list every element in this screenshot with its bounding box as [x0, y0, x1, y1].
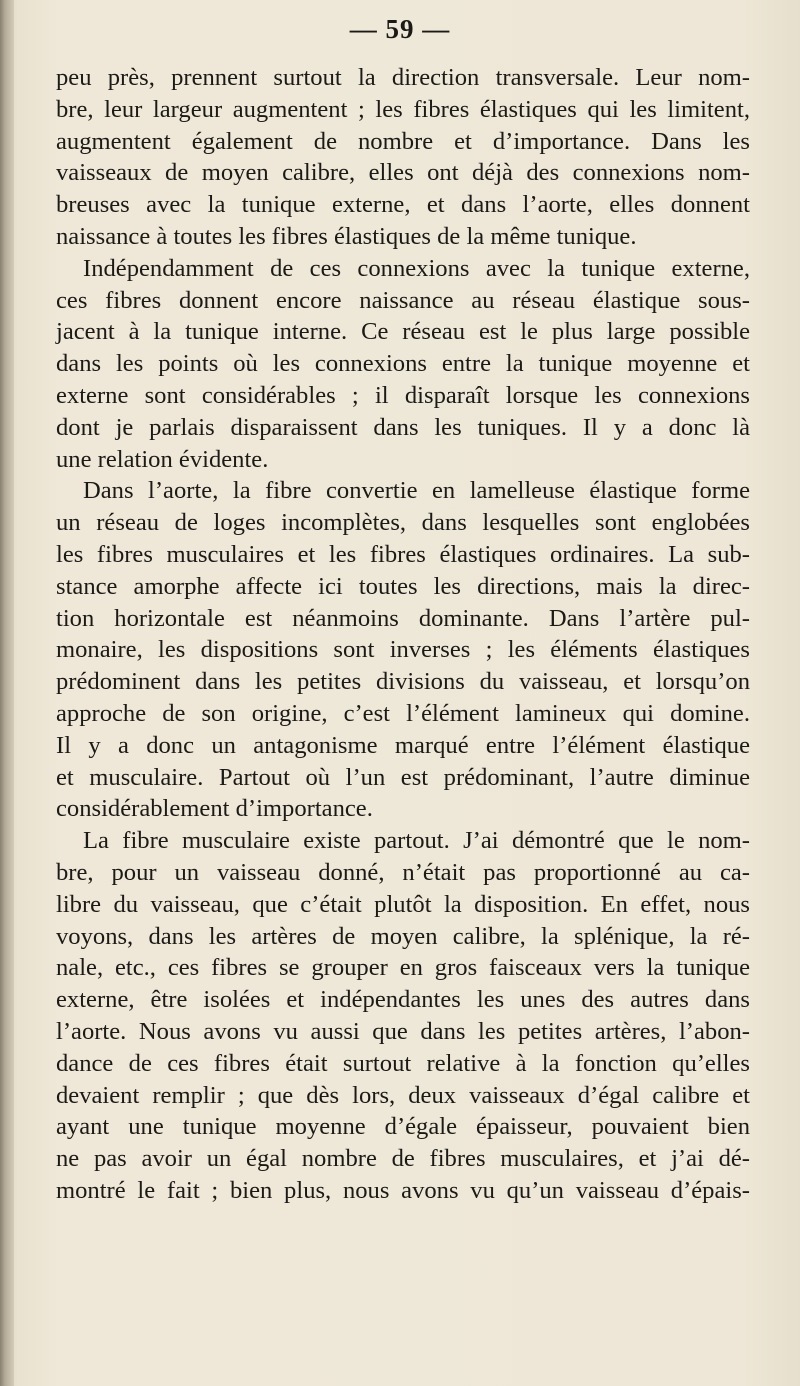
text-line: dans les points où les connexions entre la tunique moyenne et: [56, 350, 750, 378]
text-line: considérablement d’importance.: [56, 795, 373, 823]
text-line: bre, pour un vaisseau donné, n’était pas proportionné au ca-: [56, 858, 750, 886]
text-line: ne pas avoir un égal nombre de fibres musculaires, et j’ai dé-: [56, 1145, 750, 1173]
paragraph-first-line: Indépendamment de ces connexions avec la tunique externe,: [83, 254, 750, 282]
text-line: vaisseaux de moyen calibre, elles ont déjà des connexions nom-: [56, 159, 750, 187]
body-text: [56, 62, 750, 1207]
paragraph-first-line: Dans l’aorte, la fibre convertie en lamelleuse élastique forme: [83, 477, 750, 505]
text-line: Il y a donc un antagonisme marqué entre l’élément élastique: [56, 731, 750, 759]
text-line: naissance à toutes les fibres élastiques de la même tunique.: [56, 222, 637, 250]
text-line: jacent à la tunique interne. Ce réseau est le plus large possible: [56, 318, 750, 346]
text-line: les fibres musculaires et les fibres élastiques ordinaires. La sub-: [56, 540, 750, 568]
text-line: externe, être isolées et indépendantes les unes des autres dans: [56, 986, 750, 1014]
text-line: prédominent dans les petites divisions du vaisseau, et lorsqu’on: [56, 668, 750, 696]
text-line: bre, leur largeur augmentent ; les fibres élastiques qui les limitent,: [56, 95, 750, 123]
text-line: augmentent également de nombre et d’importance. Dans les: [56, 127, 750, 155]
text-line: monaire, les dispositions sont inverses ; les éléments élastiques: [56, 636, 750, 664]
text-line: l’aorte. Nous avons vu aussi que dans les petites artères, l’abon-: [56, 1017, 750, 1045]
text-line: dance de ces fibres était surtout relative à la fonction qu’elles: [56, 1049, 750, 1077]
text-line: un réseau de loges incomplètes, dans lesquelles sont englobées: [56, 509, 750, 537]
text-line: approche de son origine, c’est l’élément lamineux qui domine.: [56, 699, 750, 727]
text-line: devaient remplir ; que dès lors, deux vaisseaux d’égal calibre et: [56, 1081, 750, 1109]
text-line: breuses avec la tunique externe, et dans l’aorte, elles donnent: [56, 191, 750, 219]
text-line: stance amorphe affecte ici toutes les directions, mais la direc-: [56, 572, 750, 600]
text-line: montré le fait ; bien plus, nous avons vu qu’un vaisseau d’épais-: [56, 1176, 750, 1204]
text-line: ayant une tunique moyenne d’égale épaisseur, pouvaient bien: [56, 1113, 750, 1141]
text-line: tion horizontale est néanmoins dominante. Dans l’artère pul-: [56, 604, 750, 632]
text-line: nale, etc., ces fibres se grouper en gros faisceaux vers la tunique: [56, 954, 750, 982]
text-line: ces fibres donnent encore naissance au réseau élastique sous-: [56, 286, 750, 314]
page-binding-edge: [0, 0, 14, 1386]
text-line: peu près, prennent surtout la direction transversale. Leur nom-: [56, 64, 750, 91]
text-line: externe sont considérables ; il disparaît lorsque les connexions: [56, 381, 750, 409]
text-line: voyons, dans les artères de moyen calibre, la splénique, la ré-: [56, 922, 750, 950]
paragraph-first-line: La fibre musculaire existe partout. J’ai démontré que le nom-: [83, 827, 750, 855]
text-line: et musculaire. Partout où l’un est prédominant, l’autre diminue: [56, 763, 750, 791]
text-line: une relation évidente.: [56, 445, 269, 473]
text-line: dont je parlais disparaissent dans les tuniques. Il y a donc là: [56, 413, 750, 441]
text-line: libre du vaisseau, que c’était plutôt la disposition. En effet, nous: [56, 890, 750, 918]
page-number: — 59 —: [349, 14, 451, 44]
